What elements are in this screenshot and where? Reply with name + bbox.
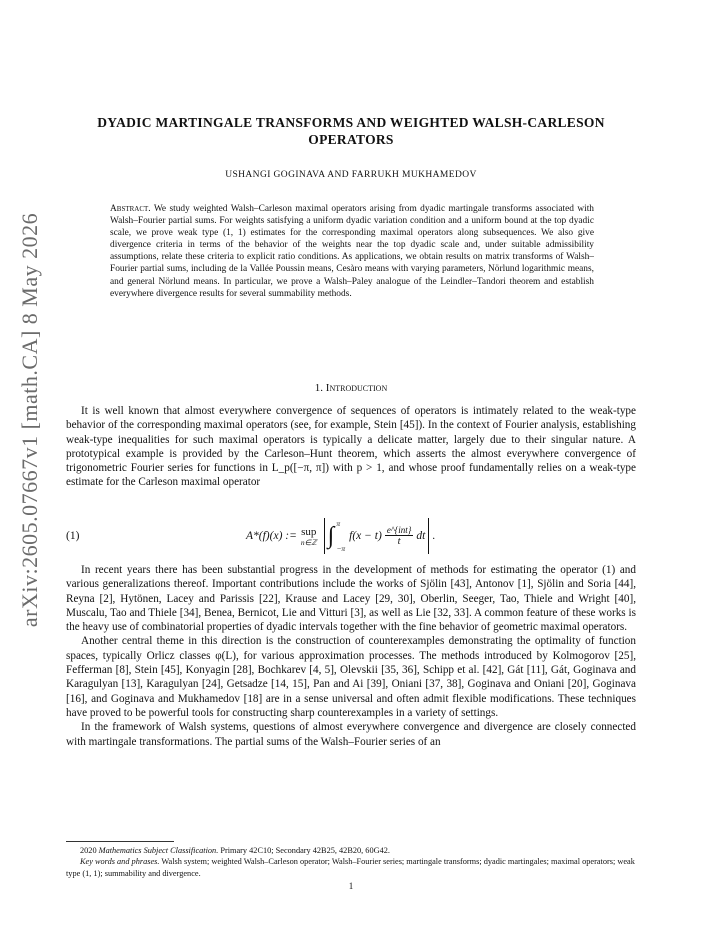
integral-sign: ∫ — [327, 523, 335, 549]
footnote-keywords-text: Walsh system; weighted Walsh–Carleson operator; Walsh–Fourier series; martingale transforms; dyadic martingales; maximal operators; weak type (1, 1); summability and divergence. — [66, 857, 635, 878]
paragraph-1: It is well known that almost everywhere convergence of sequences of operators is intimately related to the weak-type behavior of the corresponding maximal operators (see, for example, Stein [45]). In the context of Fourier analysis, establishing weak-type inequalities for such maximal operators is typically a delicate matter, largely due to their singular nature. A prototypical example is provided by the Carleson–Hunt theorem, which asserts the almost everywhere convergence of trigonometric Fourier series for functions in L_p([−π, π]) with p > 1, and whose proof fundamentally relies on a weak-type estimate for the Carleson maximal operator — [66, 405, 636, 489]
title-line-1: DYADIC MARTINGALE TRANSFORMS AND WEIGHTED WALSH-CARLESON — [97, 115, 605, 130]
equation-1 — [66, 516, 636, 556]
paragraph-3: Another central theme in this direction is the construction of counterexamples demonstrating the optimality of function spaces, typically Orlicz classes φ(L), for various approximation processes. The methods introduced by Kolmogorov [25], Fefferman [8], Stein [45], Konyagin [28], Bochkarev [4, 5], Olevskii [35, 36], Schipp et al. [42], Gát [11], Gát, Goginava and Karagulyan [13], Karagulyan [24], Getsadze [14, 15], Pan and Ai [39], Oniani [37, 38], Goginava and Oniani [20], Goginava [16], and Goginava and Mukhamedov [18] are in a sense universal and often admit flexible modifications. These techniques have proved to be powerful tools for constructing sharp counterexamples in a variety of settings. — [66, 635, 636, 719]
title-line-2: OPERATORS — [308, 132, 394, 147]
footnote-msc — [66, 845, 636, 856]
paragraph-2: In recent years there has been substantial progress in the development of methods for estimating the operator (1) and various generalizations thereof. Important contributions include the works of Sjölin [43], Antonov [1], Sjölin and Soria [44], Reyna [2], Hytönen, Lacey and Parissis [22], Krause and Lacey [29, 30], Oberlin, Seeger, Tao, Thiele and Wright [40], Muscalu, Tao and Thiele [34], Benea, Bernicot, Lie and Vitturi [3], as well as Lie [32, 33]. A common feature of these works is the heavy use of combinatorial properties of dyadic intervals together with the fine behavior of geometric maximal operators. — [66, 564, 636, 634]
abstract — [110, 203, 594, 300]
footnote-keywords-label: Key words and phrases. — [80, 857, 160, 867]
abstract-text: We study weighted Walsh–Carleson maximal operators arising from dyadic martingale transforms associated with Walsh–Fourier partial sums. For weights satisfying a uniform dyadic variation condition and a uniform bound at the top dyadic scale, we prove weak type (1, 1) estimates for the corresponding maximal operators along subsequences. We also give divergence criteria in terms of the behavior of the weights near the top dyadic scale and, under suitable admissibility assumptions, relate these criteria to explicit ratio conditions. As applications, we obtain results on matrix transforms of Walsh–Fourier partial sums, including de la Vallée Poussin means, Cesàro means with varying parameters, Nörlund logarithmic means, and general Nörlund means. In particular, we prove a Walsh–Paley analogue of the Leindler–Tandori theorem and establish everywhere divergence results for several summability methods. — [110, 204, 594, 299]
abstract-label: Abstract. — [110, 204, 151, 214]
integrand: f(x − t) — [349, 530, 382, 542]
paragraph-4: In the framework of Walsh systems, questions of almost everywhere convergence and divergence are closely connected with martingale transformations. The partial sums of the Walsh–Fourier series of an — [66, 721, 636, 748]
fraction-numerator: e^{int} — [386, 525, 412, 535]
body-block-1 — [66, 404, 636, 490]
section-title: Introduction — [325, 382, 388, 394]
sup-symbol: sup — [301, 525, 317, 538]
sup-operator — [301, 526, 317, 547]
page-number: 1 — [348, 881, 354, 891]
integral-lower-limit: −π — [336, 544, 346, 553]
differential: dt — [416, 530, 426, 542]
arxiv-stamp — [12, 180, 48, 660]
arxiv-identifier: arXiv:2605.07667v1 [math.CA] 8 May 2026 — [17, 212, 43, 628]
body-block-2 — [66, 563, 636, 749]
paper-title — [66, 114, 636, 148]
section-number: 1. — [314, 382, 324, 394]
footnote-msc-text: Primary 42C10; Secondary 42B25, 42B20, 60G42. — [218, 846, 390, 855]
footnote-msc-prefix: 2020 — [80, 846, 99, 855]
integral-upper-limit: π — [336, 519, 341, 528]
abs-bar-left — [324, 518, 325, 554]
abs-bar-right — [428, 518, 429, 554]
equation-lhs: A*(f)(x) := — [246, 530, 297, 542]
fraction-denominator: t — [397, 536, 401, 547]
equation-end: . — [432, 530, 436, 542]
fraction — [385, 525, 414, 547]
footnote-keywords — [66, 856, 636, 879]
footnotes — [66, 845, 636, 879]
authors: USHANGI GOGINAVA AND FARRUKH MUKHAMEDOV — [225, 170, 477, 180]
equation-body — [246, 516, 435, 556]
integral-limits — [336, 519, 345, 553]
sup-subscript: n∈ℤ — [300, 537, 317, 547]
equation-number: (1) — [66, 530, 80, 542]
section-heading — [66, 382, 636, 394]
footnote-msc-label: Mathematics Subject Classification. — [98, 846, 219, 855]
footnote-rule — [66, 841, 174, 842]
